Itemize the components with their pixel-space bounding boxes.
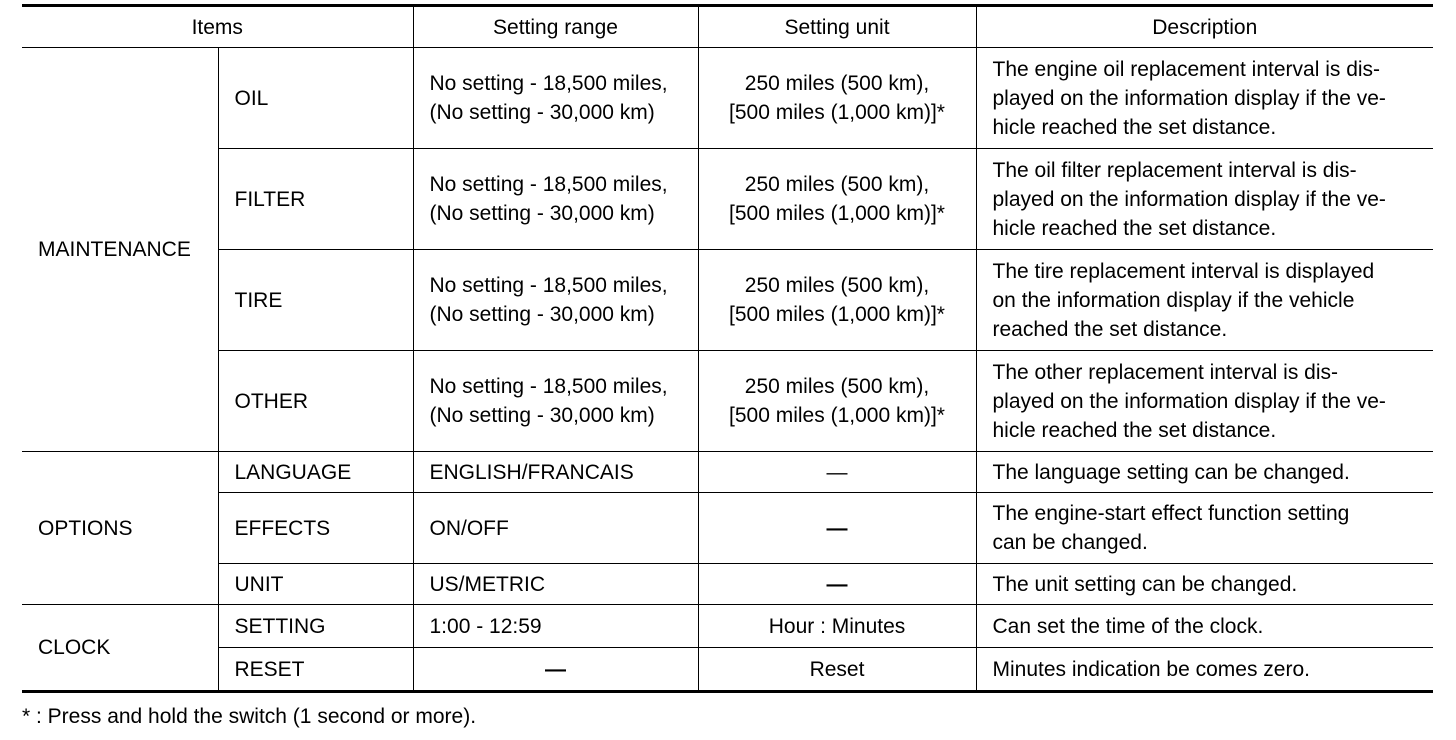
description-cell: [976, 351, 1433, 452]
unit-cell: —: [698, 564, 976, 605]
header-items: Items: [22, 6, 413, 48]
header-description: Description: [976, 6, 1433, 48]
description-line: hicle reached the set distance.: [992, 115, 1277, 139]
description-line: reached the set distance.: [992, 317, 1228, 341]
item-cell: OTHER: [218, 351, 413, 452]
description-line: hicle reached the set distance.: [992, 216, 1277, 240]
description-line: The other replacement interval is dis-: [992, 360, 1338, 384]
unit-cell: [698, 250, 976, 351]
unit-line: 250 miles (500 km),: [744, 375, 930, 398]
group-maintenance: MAINTENANCE: [22, 48, 218, 452]
range-line: No setting - 18,500 miles,: [429, 375, 668, 398]
description-line: played on the information display if the ve-: [992, 86, 1386, 110]
header-setting-range: Setting range: [413, 6, 698, 48]
description-cell: [976, 149, 1433, 250]
description-cell: [976, 493, 1433, 564]
description-cell: [976, 452, 1433, 493]
header-row: [22, 6, 1433, 48]
range-cell: ENGLISH/FRANCAIS: [413, 452, 698, 493]
range-cell: [413, 351, 698, 452]
unit-line: 250 miles (500 km),: [744, 274, 930, 297]
unit-cell: —: [698, 493, 976, 564]
range-cell: —: [413, 648, 698, 692]
table-row: [22, 452, 1433, 493]
unit-cell: Reset: [698, 648, 976, 692]
unit-line: [500 miles (1,000 km)]*: [729, 404, 945, 427]
unit-line: 250 miles (500 km),: [744, 72, 930, 95]
group-options: OPTIONS: [22, 452, 218, 605]
description-cell: [976, 605, 1433, 648]
table-row: [22, 250, 1433, 351]
unit-cell: [698, 351, 976, 452]
description-line: played on the information display if the ve-: [992, 187, 1386, 211]
description-line: The tire replacement interval is displayed: [992, 259, 1375, 283]
description-cell: [976, 648, 1433, 692]
range-cell: [413, 250, 698, 351]
description-line: The unit setting can be changed.: [992, 572, 1298, 596]
range-cell: 1:00 - 12:59: [413, 605, 698, 648]
settings-table: [22, 4, 1433, 693]
table-row: [22, 605, 1433, 648]
description-line: played on the information display if the ve-: [992, 389, 1386, 413]
range-line: No setting - 18,500 miles,: [429, 173, 668, 196]
description-line: on the information display if the vehicle: [992, 288, 1355, 312]
table-row: [22, 48, 1433, 149]
item-cell: TIRE: [218, 250, 413, 351]
description-line: hicle reached the set distance.: [992, 418, 1277, 442]
description-line: Can set the time of the clock.: [992, 614, 1264, 638]
range-cell: US/METRIC: [413, 564, 698, 605]
range-cell: [413, 149, 698, 250]
range-line: No setting - 18,500 miles,: [429, 274, 668, 297]
description-cell: [976, 564, 1433, 605]
item-cell: UNIT: [218, 564, 413, 605]
description-line: Minutes indication be comes zero.: [992, 657, 1310, 681]
description-cell: [976, 48, 1433, 149]
unit-line: [500 miles (1,000 km)]*: [729, 303, 945, 326]
item-cell: FILTER: [218, 149, 413, 250]
range-line: (No setting - 30,000 km): [429, 303, 655, 326]
item-cell: RESET: [218, 648, 413, 692]
table-row: [22, 648, 1433, 692]
range-line: (No setting - 30,000 km): [429, 404, 655, 427]
description-line: The engine oil replacement interval is dis-: [992, 57, 1381, 81]
table-row: [22, 351, 1433, 452]
item-cell: SETTING: [218, 605, 413, 648]
description-line: The language setting can be changed.: [992, 460, 1350, 484]
description-line: can be changed.: [992, 531, 1148, 554]
unit-cell: —: [698, 452, 976, 493]
description-line: The oil filter replacement interval is dis-: [992, 158, 1357, 182]
range-line: No setting - 18,500 miles,: [429, 72, 668, 95]
unit-line: 250 miles (500 km),: [744, 173, 930, 196]
unit-cell: [698, 48, 976, 149]
table-row: [22, 149, 1433, 250]
unit-cell: [698, 149, 976, 250]
unit-line: [500 miles (1,000 km)]*: [729, 202, 945, 225]
group-clock: CLOCK: [22, 605, 218, 692]
range-cell: [413, 48, 698, 149]
footnote: * : Press and hold the switch (1 second or more).: [22, 705, 477, 728]
table-row: [22, 493, 1433, 564]
description-line: The engine-start effect function setting: [992, 502, 1350, 525]
unit-cell: Hour : Minutes: [698, 605, 976, 648]
range-cell: ON/OFF: [413, 493, 698, 564]
unit-line: [500 miles (1,000 km)]*: [729, 101, 945, 124]
description-cell: [976, 250, 1433, 351]
item-cell: OIL: [218, 48, 413, 149]
item-cell: LANGUAGE: [218, 452, 413, 493]
range-line: (No setting - 30,000 km): [429, 101, 655, 124]
item-cell: EFFECTS: [218, 493, 413, 564]
header-setting-unit: Setting unit: [698, 6, 976, 48]
range-line: (No setting - 30,000 km): [429, 202, 655, 225]
table-row: [22, 564, 1433, 605]
